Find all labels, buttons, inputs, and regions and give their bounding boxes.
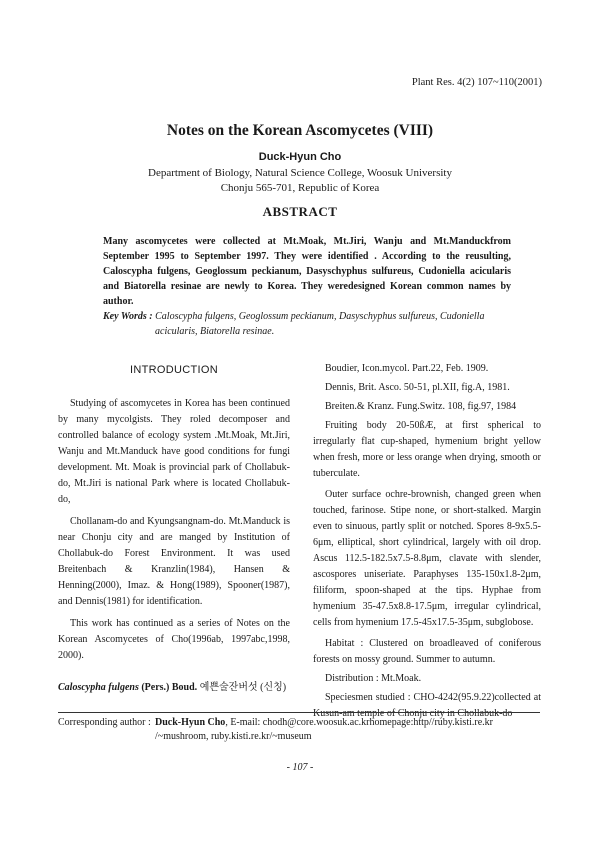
species-name: Caloscypha fulgens (58, 682, 139, 693)
footer-label: Corresponding author : (58, 717, 151, 728)
species-korean-name: 예쁜술잔버섯 (신칭) (197, 682, 287, 693)
corresponding-author-footnote (58, 716, 540, 744)
species-author: (Pers.) Boud. (138, 682, 198, 693)
keywords-line-1: Caloscypha fulgens, Geoglossum peckianum, Dasyschyphus sulfureus, Cudoniella (155, 311, 485, 322)
paper-title: Notes on the Korean Ascomycetes (VIII) (166, 122, 434, 139)
footer-homepage: /~mushroom, ruby.kisti.re.kr/~museum (155, 731, 312, 742)
distribution-text: Distribution : Mt.Moak. (325, 673, 422, 684)
right-column (313, 361, 541, 722)
intro-paragraph-1: Studying of ascomycetes in Korea has been continued by many mycolgists. They roled decomposer and controlled balance of ecology system .Mt.Moak, Mt.Jiri, Wanju and Mt.Manduck have good conditions for fungi development. Mt. Moak is provincial park of Chollabuk-do, Mt.Jiri is national Park where is located Chollabuk-do, (58, 398, 290, 505)
description-paragraph-1: Fruiting body 20-50ßÆ, at first spherical to irregularly flat cup-shaped, hymenium bright yellow when fresh, more or less orange when drying, smooth or tuberculate. (313, 420, 541, 479)
keywords-line-2: acicularis, Biatorella resinae. (155, 326, 275, 337)
footer-email: , E-mail: chodh@core.woosuk.ac.krhomepage:http//ruby.kisti.re.kr (225, 717, 493, 728)
left-column (58, 396, 290, 696)
habitat-text: Habitat : Clustered on broadleaved of coniferous forests on mossy ground. Summer to autumn. (313, 638, 541, 665)
affiliation-line-2: Chonju 565-701, Republic of Korea (220, 182, 380, 194)
page-number: - 107 - (286, 762, 314, 773)
species-heading (58, 680, 290, 696)
keywords-label: Key Words : (103, 311, 153, 322)
intro-paragraph-3: This work has continued as a series of Notes on the Korean Ascomycetes of Cho(1996ab, 1997abc,1998, 2000). (58, 618, 290, 661)
reference-2: Dennis, Brit. Asco. 50-51, pl.XII, fig.A, 1981. (325, 382, 510, 393)
footer-author-name: Duck-Hyun Cho (155, 717, 226, 728)
affiliation-line-1: Department of Biology, Natural Science College, Woosuk University (148, 167, 452, 179)
footer-divider (58, 712, 540, 713)
abstract-text: Many ascomycetes were collected at Mt.Moak, Mt.Jiri, Wanju and Mt.Manduckfrom September 1995 to September 1997. They were identified . According to the reusulting, Caloscypha fulgens, Geoglossum peckianum, Dasyschyphus sulfureus, Cudoniella acicularis and Biatorella resinae are newly to Korea. They weredesigned Korean common names by author. (103, 236, 511, 307)
journal-reference: Plant Res. 4(2) 107~110(2001) (411, 77, 542, 88)
reference-1: Boudier, Icon.mycol. Part.22, Feb. 1909. (325, 363, 489, 374)
introduction-heading: INTRODUCTION (130, 364, 218, 376)
keywords (103, 309, 511, 339)
intro-paragraph-2: Chollanam-do and Kyungsangnam-do. Mt.Manduck is near Chonju city and are manged by Institution of Chollabuk-do Forest Environment. It was used Breitenbach & Kranzlin(1984), Hansen & Henning(2000), Imaz. & Hong(1989), Spooner(1987), and Dennis(1981) for identification. (58, 516, 290, 607)
abstract-heading: ABSTRACT (262, 204, 338, 219)
description-paragraph-2: Outer surface ochre-brownish, changed green when touched, farinose. Stipe none, or short-stalked. Margin even to sinuous, partly split or notched. Spores 8-9x5.5-6μm, elliptical, short cylindrical, largely with oil drop. Ascus 112.5-182.5x7.5-8.8μm, clavate with slender, ascospores uniseriate. Paraphyses 135-150x1.8-2μm, filiform, spoon-shaped at the tips. Hyphae from hymenium 35-47.5x8.8-17.5μm, irregular cylindrical, cells from hymenium 17.5-45x17.5-35μm, subglobose. (313, 489, 541, 628)
author-name: Duck-Hyun Cho (258, 151, 342, 163)
affiliation (0, 166, 600, 196)
reference-3: Breiten.& Kranz. Fung.Switz. 108, fig.97, 1984 (325, 401, 517, 412)
specimens-text: Speciesmen studied : CHO-4242(95.9.22)collected at Kusun-am temple of Chonju city in Chollabuk-do (313, 692, 541, 719)
